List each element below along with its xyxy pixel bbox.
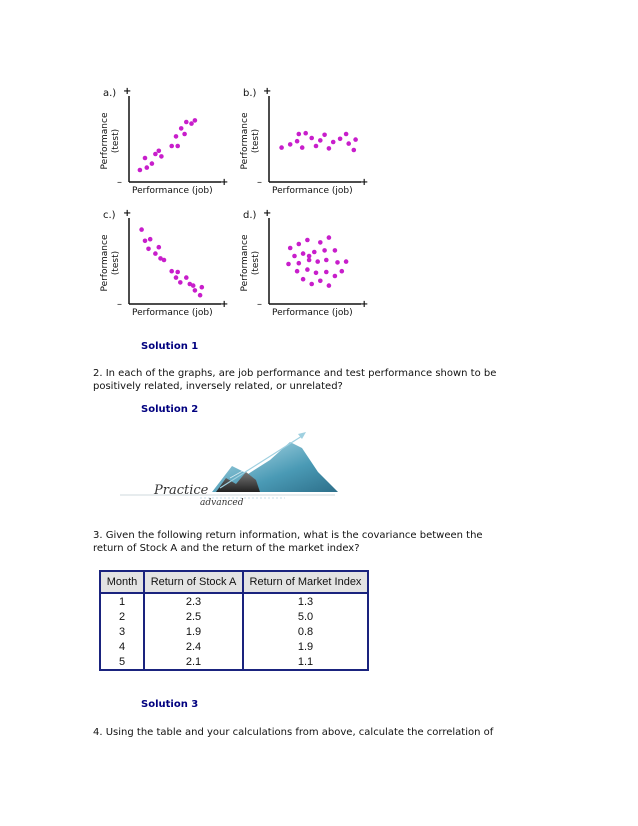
- returns-table: [99, 570, 369, 671]
- header-month: Month: [100, 571, 144, 593]
- data-point: [353, 137, 358, 142]
- data-point: [153, 152, 158, 157]
- table-row: [100, 593, 368, 609]
- data-point: [301, 251, 306, 256]
- data-point: [322, 248, 327, 253]
- data-point: [327, 146, 332, 151]
- y-axis-label: Performance (test): [240, 234, 261, 292]
- table-header-row: [100, 571, 368, 593]
- cell-stock-a: 1.9: [144, 624, 243, 639]
- data-point: [179, 126, 184, 131]
- data-point: [303, 131, 308, 136]
- data-point: [169, 269, 174, 274]
- data-point: [322, 133, 327, 138]
- plot-letter: d.): [243, 210, 257, 221]
- scatter-plot-4: [240, 208, 373, 320]
- x-axis-label: Performance (job): [132, 308, 213, 318]
- data-point: [145, 165, 150, 170]
- data-point: [175, 144, 180, 149]
- origin-minus: –: [117, 177, 122, 188]
- x-axis-plus: +: [220, 299, 229, 310]
- data-point: [307, 254, 312, 259]
- data-point: [300, 145, 305, 150]
- data-point: [193, 118, 198, 123]
- x-axis-label: Performance (job): [272, 308, 353, 318]
- data-point: [288, 142, 293, 147]
- data-point: [327, 235, 332, 240]
- data-point: [324, 258, 329, 263]
- data-point: [157, 245, 162, 250]
- data-point: [318, 279, 323, 284]
- x-axis-label: Performance (job): [272, 186, 353, 196]
- solution-2-link[interactable]: Solution 2: [141, 404, 199, 415]
- table-row: [100, 624, 368, 639]
- data-point: [286, 262, 291, 267]
- cell-stock-a: 2.4: [144, 639, 243, 654]
- data-point: [305, 238, 310, 243]
- logo-practice-text: Practice: [154, 483, 209, 498]
- header-stock-a: Return of Stock A: [144, 571, 243, 593]
- data-point: [139, 227, 144, 232]
- data-point: [344, 132, 349, 137]
- data-point: [295, 269, 300, 274]
- plot-area: [103, 210, 233, 320]
- scatter-plot-3: [100, 208, 233, 320]
- cell-stock-a: 2.1: [144, 654, 243, 670]
- plot-area: [243, 88, 373, 198]
- data-point: [143, 239, 148, 244]
- data-point: [338, 137, 343, 142]
- question-2: 2. In each of the graphs, are job performance and test performance shown to be positively related, inversely related, or unrelated?: [93, 368, 497, 392]
- data-point: [169, 144, 174, 149]
- question-3: 3. Given the following return information, what is the covariance between the return of Stock A and the return of the market index?: [93, 530, 483, 554]
- data-point: [153, 251, 158, 256]
- y-axis-plus: +: [123, 86, 132, 97]
- y-axis-plus: +: [123, 208, 132, 219]
- origin-minus: –: [117, 299, 122, 310]
- data-point: [314, 271, 319, 276]
- data-point: [309, 136, 314, 141]
- origin-minus: –: [257, 299, 262, 310]
- logo-advanced-text: advanced: [200, 498, 244, 508]
- y-axis-label: Performance (test): [100, 234, 121, 292]
- cell-month: 4: [100, 639, 144, 654]
- header-market-index: Return of Market Index: [243, 571, 368, 593]
- cell-month: 3: [100, 624, 144, 639]
- y-axis-label: Performance (test): [240, 112, 261, 170]
- data-point: [178, 280, 183, 285]
- cell-stock-a: 2.3: [144, 593, 243, 609]
- data-point: [174, 134, 179, 139]
- data-point: [324, 270, 329, 275]
- data-point: [318, 138, 323, 143]
- data-point: [295, 139, 300, 144]
- data-point: [174, 275, 179, 280]
- data-point: [331, 140, 336, 145]
- cell-month: 2: [100, 609, 144, 624]
- data-point: [305, 267, 310, 272]
- solution-1-link[interactable]: Solution 1: [141, 341, 199, 352]
- table-row: [100, 639, 368, 654]
- x-axis-plus: +: [360, 299, 369, 310]
- data-point: [143, 156, 148, 161]
- data-point: [189, 121, 194, 126]
- cell-market-index: 1.1: [243, 654, 368, 670]
- data-point: [335, 260, 340, 265]
- returns-table-wrap: [99, 570, 369, 671]
- data-point: [314, 144, 319, 149]
- data-point: [346, 141, 351, 146]
- y-axis-plus: +: [263, 86, 272, 97]
- data-point: [175, 270, 180, 275]
- plot-letter: b.): [243, 88, 257, 99]
- data-point: [301, 277, 306, 282]
- plot-area: [103, 88, 233, 198]
- data-point: [159, 154, 164, 159]
- data-point: [193, 288, 198, 293]
- scatter-plot-2: [240, 86, 373, 198]
- plot-letter: a.): [103, 88, 117, 99]
- table-row: [100, 654, 368, 670]
- data-point: [292, 254, 297, 259]
- cell-month: 5: [100, 654, 144, 670]
- x-axis-label: Performance (job): [132, 186, 213, 196]
- data-point: [318, 240, 323, 245]
- y-axis-plus: +: [263, 208, 272, 219]
- data-point: [157, 149, 162, 154]
- data-point: [297, 132, 302, 137]
- data-point: [150, 161, 155, 166]
- data-point: [191, 283, 196, 288]
- solution-3-link[interactable]: Solution 3: [141, 699, 199, 710]
- cell-market-index: 5.0: [243, 609, 368, 624]
- scatter-plot-1: [100, 86, 233, 198]
- data-point: [327, 283, 332, 288]
- data-point: [146, 247, 151, 252]
- data-point: [162, 258, 167, 263]
- data-point: [279, 145, 284, 150]
- cell-stock-a: 2.5: [144, 609, 243, 624]
- origin-minus: –: [257, 177, 262, 188]
- table-row: [100, 609, 368, 624]
- data-point: [297, 242, 302, 247]
- data-point: [352, 148, 357, 153]
- data-point: [182, 132, 187, 137]
- data-point: [340, 269, 345, 274]
- data-point: [184, 120, 189, 125]
- data-point: [148, 237, 153, 242]
- cell-market-index: 0.8: [243, 624, 368, 639]
- data-point: [288, 246, 293, 251]
- data-point: [312, 250, 317, 255]
- data-point: [138, 168, 143, 173]
- table-body: [100, 593, 368, 670]
- data-point: [344, 259, 349, 264]
- data-point: [333, 248, 338, 253]
- x-axis-plus: +: [220, 177, 229, 188]
- plot-letter: c.): [103, 210, 116, 221]
- y-axis-label: Performance (test): [100, 112, 121, 170]
- x-axis-plus: +: [360, 177, 369, 188]
- data-point: [315, 259, 320, 264]
- question-4: 4. Using the table and your calculations from above, calculate the correlation of: [93, 727, 494, 738]
- data-point: [184, 275, 189, 280]
- data-point: [309, 282, 314, 287]
- data-point: [200, 285, 205, 290]
- data-point: [333, 274, 338, 279]
- data-point: [307, 258, 312, 263]
- cell-market-index: 1.3: [243, 593, 368, 609]
- practice-advanced-logo: [120, 430, 345, 512]
- cell-market-index: 1.9: [243, 639, 368, 654]
- cell-month: 1: [100, 593, 144, 609]
- data-point: [297, 261, 302, 266]
- plot-area: [243, 210, 373, 320]
- data-point: [198, 293, 203, 298]
